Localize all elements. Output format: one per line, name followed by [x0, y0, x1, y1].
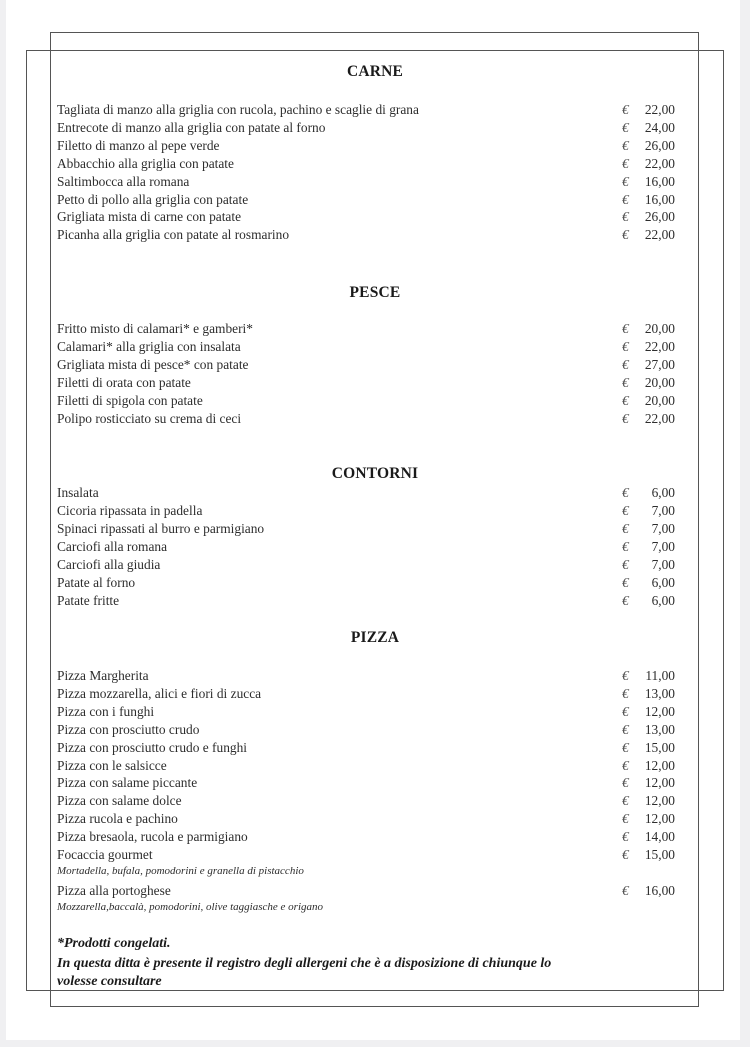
menu-item	[57, 208, 675, 226]
menu-item-name: Saltimbocca alla romana	[57, 173, 190, 189]
euro-icon: €	[622, 575, 629, 590]
euro-icon: €	[622, 137, 629, 153]
menu-item	[57, 173, 675, 191]
menu-item-price: 22,00	[644, 155, 675, 171]
menu-item-name: Pizza con i funghi	[57, 703, 155, 719]
euro-icon: €	[622, 685, 629, 701]
euro-icon: €	[622, 119, 629, 135]
menu-item-price: 7,00	[651, 503, 675, 518]
euro-icon: €	[622, 155, 629, 171]
menu-item-name: Insalata	[57, 485, 99, 500]
menu-item	[57, 667, 675, 685]
menu-item-name: Pizza con prosciutto crudo	[57, 721, 200, 737]
menu-item-description: Mortadella, bufala, pomodorini e granella di pistacchio	[57, 864, 304, 877]
euro-icon: €	[622, 191, 629, 207]
menu-item-name: Patate al forno	[57, 575, 136, 590]
menu-item-price: 12,00	[644, 811, 675, 827]
euro-icon: €	[622, 209, 629, 225]
menu-item	[57, 685, 675, 703]
menu-item-price: 13,00	[644, 685, 675, 701]
menu-item-price: 22,00	[644, 339, 675, 354]
menu-item	[57, 101, 675, 119]
menu-item-price: 12,00	[644, 793, 675, 809]
menu-item-name: Pizza alla portoghese	[57, 882, 171, 898]
menu-item	[57, 882, 675, 900]
menu-item-name: Filetti di spigola con patate	[57, 393, 203, 408]
menu-item	[57, 810, 675, 828]
menu-item-name: Pizza con prosciutto crudo e funghi	[57, 739, 248, 755]
menu-item-price: 14,00	[644, 829, 675, 845]
menu-item	[57, 155, 675, 173]
menu-item-price: 6,00	[651, 485, 675, 500]
menu-item-price: 6,00	[651, 575, 675, 590]
menu-item	[57, 703, 675, 721]
menu-item-price: 13,00	[644, 721, 675, 737]
section-heading-contorni: CONTORNI	[331, 465, 419, 482]
euro-icon: €	[622, 521, 629, 536]
menu-item	[57, 137, 675, 155]
euro-icon: €	[622, 485, 629, 500]
menu-item	[57, 538, 675, 556]
menu-item	[57, 320, 675, 338]
menu-item	[57, 721, 675, 739]
menu-item-price: 22,00	[644, 411, 675, 426]
euro-icon: €	[622, 739, 629, 755]
euro-icon: €	[622, 503, 629, 518]
menu-item	[57, 119, 675, 137]
euro-icon: €	[622, 775, 629, 791]
menu-item-price: 24,00	[644, 119, 675, 135]
allergen-note-line1: In questa ditta è presente il registro degli allergeni che è a disposizione di chiunque lo	[57, 956, 552, 971]
menu-item-price: 16,00	[644, 882, 675, 898]
menu-item-price: 6,00	[651, 593, 675, 608]
section-heading-carne: CARNE	[346, 63, 404, 80]
menu-item-price: 20,00	[644, 375, 675, 390]
euro-icon: €	[622, 339, 629, 354]
euro-icon: €	[622, 411, 629, 426]
menu-item-name: Patate fritte	[57, 593, 120, 608]
euro-icon: €	[622, 668, 629, 683]
menu-item	[57, 226, 675, 244]
menu-item-price: 22,00	[644, 102, 675, 117]
frozen-products-note: *Prodotti congelati.	[57, 936, 171, 951]
euro-icon: €	[622, 393, 629, 408]
menu-item	[57, 774, 675, 792]
menu-item-price: 16,00	[644, 191, 675, 207]
menu-item	[57, 592, 675, 610]
menu-item-name: Carciofi alla romana	[57, 539, 168, 554]
menu-item-name: Filetti di orata con patate	[57, 375, 191, 390]
menu-item-name: Filetto di manzo al pepe verde	[57, 137, 220, 153]
euro-icon: €	[622, 593, 629, 608]
menu-item-price: 11,00	[645, 668, 675, 683]
menu-item-name: Pizza mozzarella, alici e fiori di zucca	[57, 685, 262, 701]
menu-item	[57, 410, 675, 428]
menu-item	[57, 191, 675, 209]
menu-item	[57, 739, 675, 757]
menu-item-name: Pizza Margherita	[57, 668, 149, 683]
euro-icon: €	[622, 557, 629, 572]
menu-item	[57, 846, 675, 864]
euro-icon: €	[622, 227, 629, 243]
menu-item-price: 22,00	[644, 227, 675, 243]
menu-item-name: Carciofi alla giudia	[57, 557, 161, 572]
menu-item-name: Tagliata di manzo alla griglia con rucola, pachino e scaglie di grana	[57, 102, 419, 117]
euro-icon: €	[622, 811, 629, 827]
menu-item-price: 20,00	[644, 393, 675, 408]
euro-icon: €	[622, 539, 629, 554]
menu-item	[57, 792, 675, 810]
menu-item-name: Pizza rucola e pachino	[57, 811, 178, 827]
menu-item-name: Polipo rosticciato su crema di ceci	[57, 411, 242, 426]
menu-item-price: 7,00	[651, 521, 675, 536]
euro-icon: €	[622, 829, 629, 845]
menu-item-price: 20,00	[644, 321, 675, 336]
euro-icon: €	[622, 703, 629, 719]
section-heading-pesce: PESCE	[349, 284, 401, 301]
menu-item-name: Fritto misto di calamari* e gamberi*	[57, 321, 253, 336]
euro-icon: €	[622, 757, 629, 773]
menu-item	[57, 356, 675, 374]
menu-item	[57, 556, 675, 574]
euro-icon: €	[622, 882, 629, 898]
menu-item	[57, 392, 675, 410]
menu-item-name: Abbacchio alla griglia con patate	[57, 155, 234, 171]
menu-item-price: 26,00	[644, 137, 675, 153]
menu-item	[57, 374, 675, 392]
menu-item-name: Entrecote di manzo alla griglia con patate al forno	[57, 119, 326, 135]
menu-item	[57, 520, 675, 538]
menu-item-price: 15,00	[644, 847, 675, 862]
menu-item-name: Pizza bresaola, rucola e parmigiano	[57, 829, 248, 845]
menu-item	[57, 338, 675, 356]
menu-item	[57, 757, 675, 775]
menu-item-name: Grigliata mista di carne con patate	[57, 209, 242, 225]
menu-item-name: Pizza con salame piccante	[57, 775, 198, 791]
menu-item-price: 15,00	[644, 739, 675, 755]
euro-icon: €	[622, 321, 629, 336]
menu-item-price: 12,00	[644, 775, 675, 791]
menu-item-name: Calamari* alla griglia con insalata	[57, 339, 241, 354]
menu-item	[57, 502, 675, 520]
section-heading-pizza: PIZZA	[350, 629, 400, 646]
menu-item	[57, 484, 675, 502]
euro-icon: €	[622, 847, 629, 862]
menu-item-price: 26,00	[644, 209, 675, 225]
menu-item	[57, 574, 675, 592]
menu-item-name: Spinaci ripassati al burro e parmigiano	[57, 521, 265, 536]
menu-item-name: Petto di pollo alla griglia con patate	[57, 191, 249, 207]
euro-icon: €	[622, 102, 629, 117]
menu-item-description: Mozzarella,baccalà, pomodorini, olive taggiasche e origano	[57, 900, 324, 913]
menu-item-name: Pizza con salame dolce	[57, 793, 182, 809]
menu-item-price: 12,00	[644, 757, 675, 773]
menu-item-price: 12,00	[644, 703, 675, 719]
menu-item-price: 27,00	[644, 357, 675, 372]
euro-icon: €	[622, 793, 629, 809]
menu-item-price: 16,00	[644, 173, 675, 189]
euro-icon: €	[622, 721, 629, 737]
menu-item-name: Picanha alla griglia con patate al rosmarino	[57, 227, 290, 243]
euro-icon: €	[622, 173, 629, 189]
euro-icon: €	[622, 375, 629, 390]
menu-item-name: Cicoria ripassata in padella	[57, 503, 203, 518]
menu-item	[57, 828, 675, 846]
menu-item-name: Grigliata mista di pesce* con patate	[57, 357, 249, 372]
menu-item-name: Pizza con le salsicce	[57, 757, 167, 773]
menu-item-price: 7,00	[651, 557, 675, 572]
allergen-note-line2: volesse consultare	[57, 974, 162, 989]
menu-item-name: Focaccia gourmet	[57, 847, 153, 862]
euro-icon: €	[622, 357, 629, 372]
menu-item-price: 7,00	[651, 539, 675, 554]
